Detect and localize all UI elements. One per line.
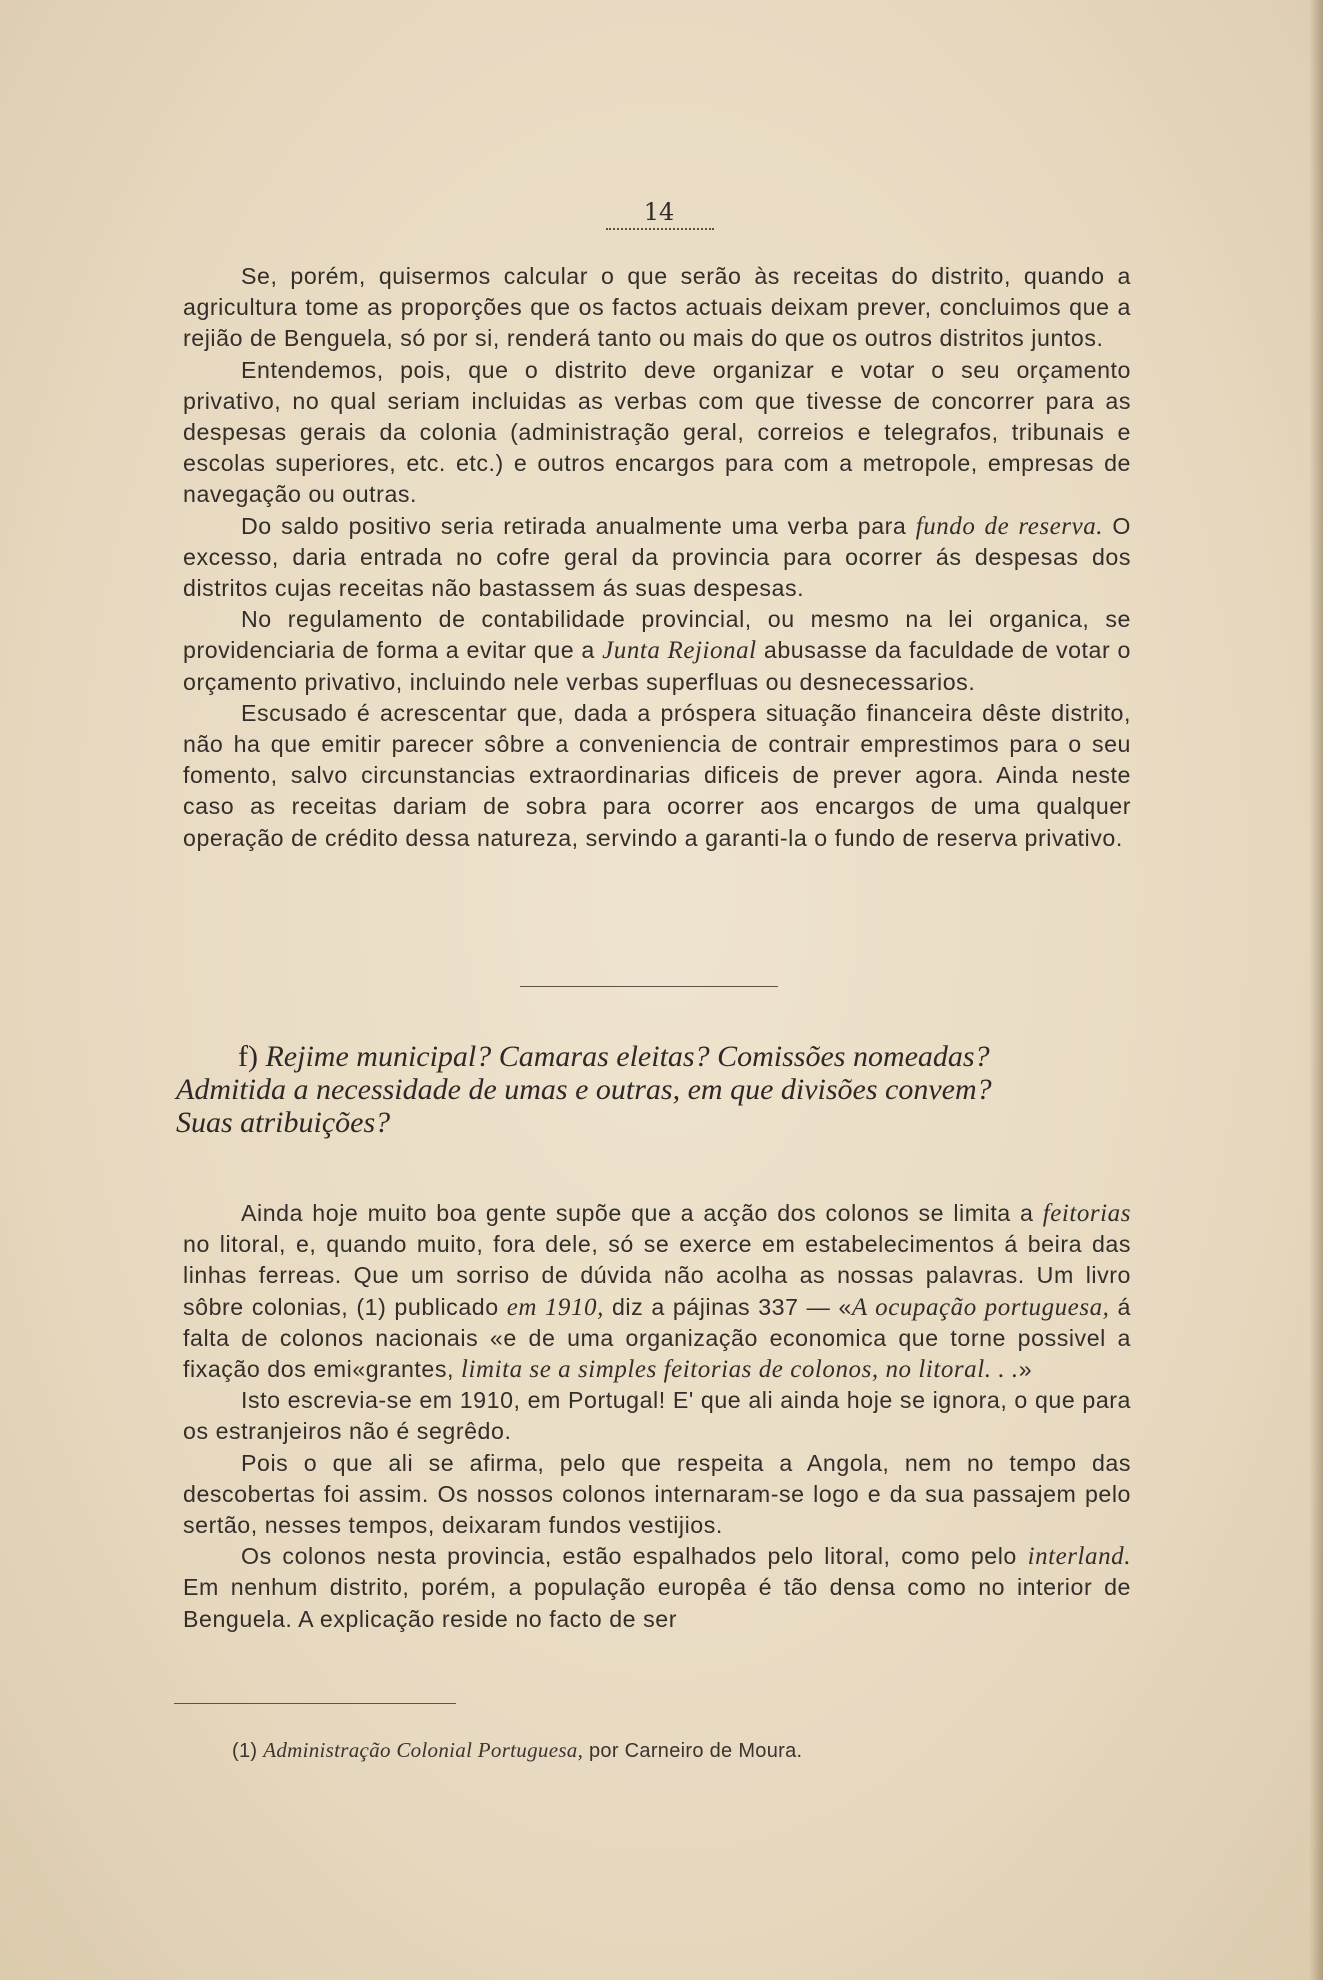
text-span: no litoral, e, quando muito, fora dele, só se exerce em estabelecimentos á beira das linhas ferreas. Que um sorriso de dúvida não acolha as nossas palavras. Um livro sôbre colonias, (1) publicado [183,1231,1131,1320]
footnote-rule [174,1703,456,1704]
paragraph-regulamento-text-a: No regulamento de contabilidade provincial, ou mesmo na lei organica, se providenciaria de forma a evitar que a [183,606,1131,664]
heading-line-3: Suas atribuições? [176,1106,391,1139]
section-2-body [183,1198,1131,1635]
paragraph-saldo-text-a: Do saldo positivo seria retirada anualmente uma verba para [241,512,916,539]
paragraph-receitas: Se, porém, quisermos calcular o que serão às receitas do distrito, quando a agricultura tome as proporções que os factos actuais deixam prever, concluimos que a rejião de Benguela, só por si, renderá tanto ou mais do que os outros distritos juntos. [183,263,1131,352]
text-span: Os colonos nesta provincia, estão espalhados pelo litoral, como pelo [241,1543,1028,1570]
italic-span: limita se a simples feitorias de colonos, no litoral. . . [460,1356,1019,1384]
paragraph-saldo [183,511,1131,605]
footnote [232,1738,1132,1763]
italic-span: em 1910, [506,1293,604,1321]
footnote-marker: (1) [232,1740,258,1762]
section-1-body [183,261,1131,854]
paragraph-angola: Pois o que ali se afirma, pelo que respeita a Angola, nem no tempo das descobertas foi assim. Os nossos colonos internaram-se logo e da sua passajem pelo sertão, nesses tempos, deixaram fundos vestijios. [183,1449,1131,1539]
heading-line-1 [176,1040,1136,1073]
italic-span: interland. [1027,1543,1131,1571]
text-span: » [1018,1356,1033,1383]
paragraph-regulamento-text-b: abusasse da faculdade de votar o orçamento privativo, incluindo nele verbas superfluas ou desnecessarios. [183,637,1131,695]
text-span: á falta de colonos nacionais «e de uma organização economica que torne possivel a fixação dos emi«grantes, [183,1293,1131,1383]
heading-line-2: Admitida a necessidade de umas e outras, em que divisões convem? [176,1073,992,1106]
paragraph-saldo-italic: fundo de reserva. [915,512,1104,540]
paragraph-regulamento [183,604,1131,698]
paragraph-escusado: Escusado é acrescentar que, dada a próspera situação financeira dêste distrito, não ha que emitir parecer sôbre a conveniencia de contrair emprestimos para o seu fomento, salvo circunstancias extraordinarias dificeis de prever agora. Ainda neste caso as receitas dariam de sobra para ocorrer aos encargos de uma qualquer operação de crédito dessa natureza, servindo a garanti-la o fundo de reserva privativo. [183,699,1131,851]
paragraph-1910: Isto escrevia-se em 1910, em Portugal! E' que ali ainda hoje se ignora, o que para os estranjeiros não é segrêdo. [183,1387,1131,1445]
footnote-author: por Carneiro de Moura. [583,1740,803,1762]
text-span: diz a pájinas 337 — « [603,1293,852,1320]
section-heading [176,1040,1136,1139]
section-separator [520,986,778,987]
paragraph-colonos [183,1198,1131,1385]
heading-line-1-text: Rejime municipal? Camaras eleitas? Comissões nomeadas? [265,1040,990,1073]
heading-label: f) [238,1040,258,1073]
paragraph-saldo-text-b: O excesso, daria entrada no cofre geral da provincia para ocorrer ás despesas dos distritos cujas receitas não bastassem ás suas despesas. [183,512,1131,602]
paragraph-regulamento-italic: Junta Rejional [602,637,757,665]
text-span: Ainda hoje muito boa gente supõe que a acção dos colonos se limita a [241,1200,1043,1226]
paragraph-benguela [183,1541,1131,1635]
paragraph-orcamento: Entendemos, pois, que o distrito deve organizar e votar o seu orçamento privativo, no qual seriam incluidas as verbas com que tivesse de concorrer para as despesas gerais da colonia (administração geral, correios e telegrafos, tribunais e escolas superiores, etc. etc.) e outros encargos para com a metropole, empresas de navegação ou outras. [183,356,1131,508]
footnote-title: Administração Colonial Portuguesa, [263,1738,584,1762]
page-number-underline [606,228,714,230]
page-number: 14 [643,198,675,226]
text-span: Em nenhum distrito, porém, a população europêa é tão densa como no interior de Benguela. A explicação reside no facto de ser [183,1574,1131,1632]
italic-span: feitorias [1042,1200,1131,1227]
italic-span: A ocupação portuguesa, [851,1293,1110,1321]
page-edge-shadow [1309,0,1323,1980]
